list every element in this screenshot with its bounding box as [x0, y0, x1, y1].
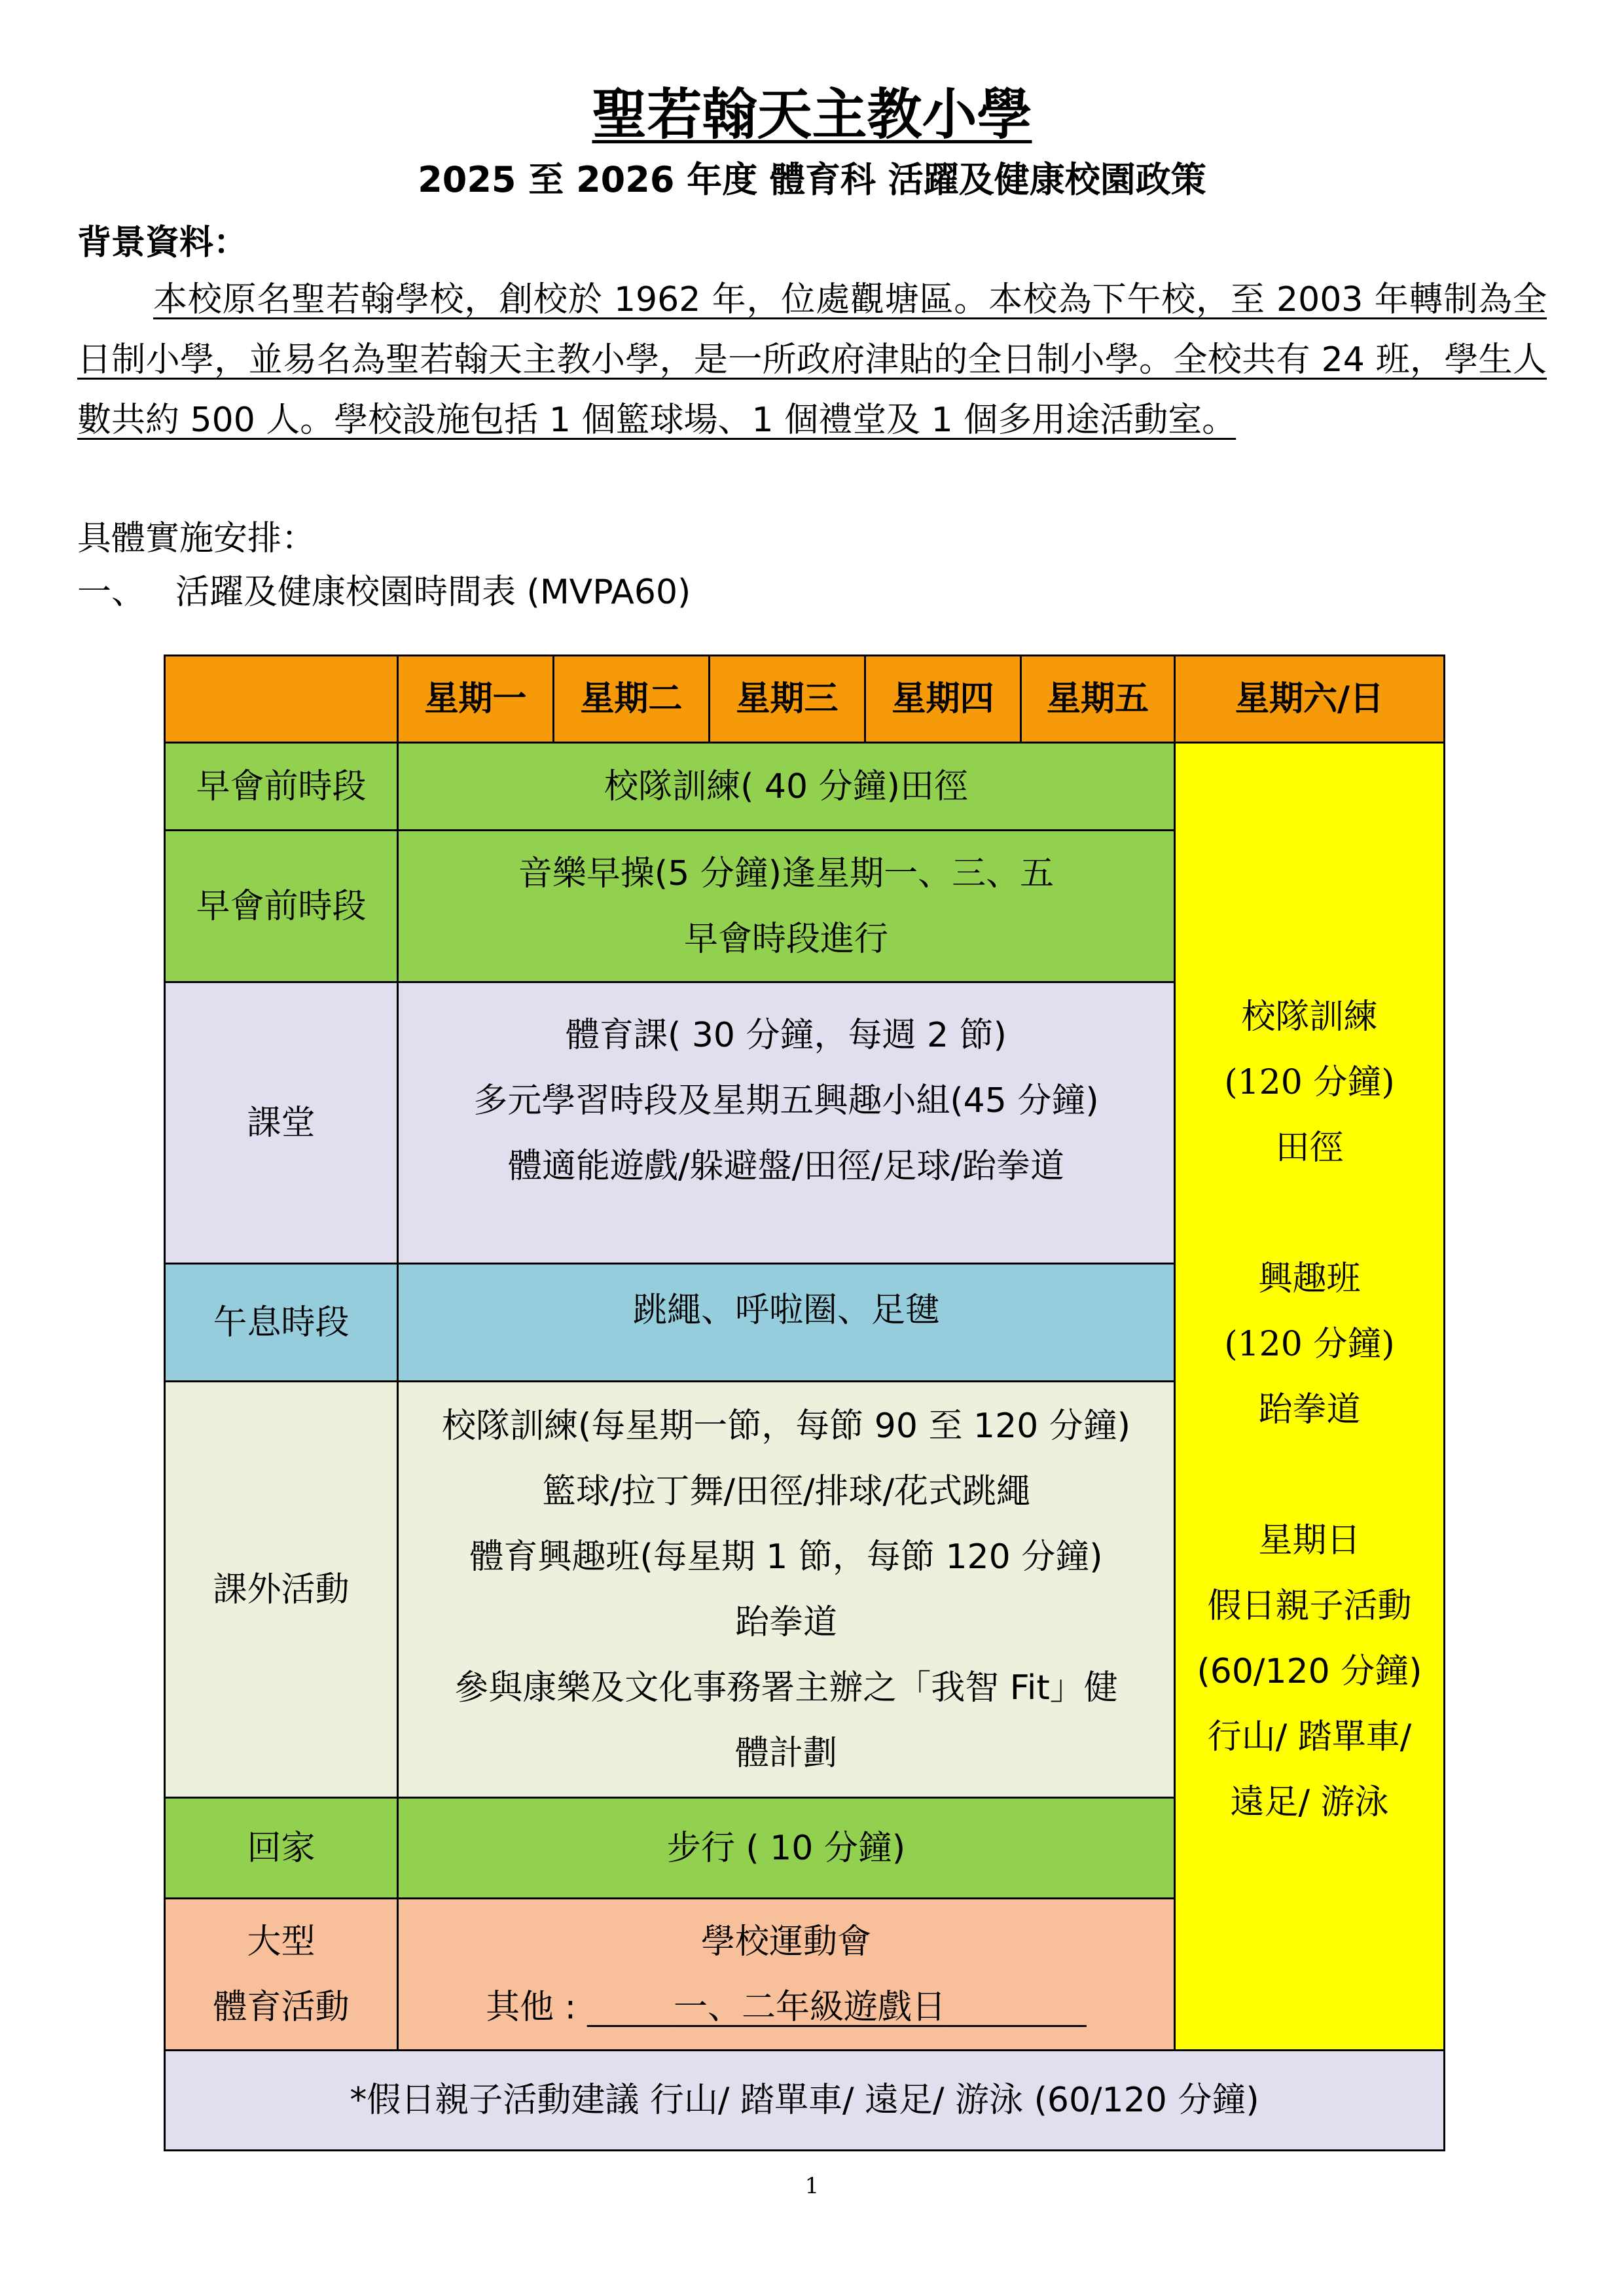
row-label: 課外活動: [165, 1382, 398, 1798]
header-blank-cell: [165, 656, 398, 743]
weekend-line: (60/120 分鐘): [1197, 1651, 1422, 1691]
row-content: 跳繩、呼啦圈、足毽: [398, 1264, 1175, 1382]
weekend-line: 跆拳道: [1258, 1390, 1361, 1429]
weekend-line: 行山/ 踏單車/: [1207, 1717, 1412, 1757]
weekend-line: 興趣班: [1258, 1259, 1361, 1299]
footer-note: *假日親子活動建議 行山/ 踏單車/ 遠足/ 游泳 (60/120 分鐘): [165, 2051, 1445, 2151]
mvpa60-timetable: [164, 655, 1445, 2151]
weekend-line: 校隊訓練: [1241, 997, 1378, 1037]
weekend-line: 星期日: [1258, 1520, 1361, 1560]
item-number: 一、: [77, 573, 146, 612]
row-content: [398, 1899, 1175, 2051]
label-line: 體育活動: [213, 1987, 350, 2027]
row-content: 步行 ( 10 分鐘): [398, 1798, 1175, 1899]
weekend-line: 遠足/ 游泳: [1230, 1782, 1389, 1822]
content-line: 跆拳道: [734, 1602, 837, 1642]
content-line: 體育課( 30 分鐘，每週 2 節): [566, 1016, 1007, 1055]
arrangement-heading: 具體實施安排：: [77, 519, 316, 558]
weekend-line: 假日親子活動: [1207, 1586, 1412, 1626]
content-line: 多元學習時段及星期五興趣小組(45 分鐘): [473, 1081, 1099, 1121]
header-monday: 星期一: [398, 656, 554, 743]
table-footer-row: [165, 2051, 1445, 2151]
arrangement-item: [77, 564, 691, 613]
row-content: 校隊訓練( 40 分鐘)田徑: [398, 743, 1175, 831]
content-line: 學校運動會: [700, 1922, 871, 1962]
header-thursday: 星期四: [865, 656, 1021, 743]
content-line: 體計劃: [734, 1733, 837, 1773]
content-line: 體適能遊戲/躲避盤/田徑/足球/跆拳道: [507, 1147, 1065, 1186]
content-line: 參與康樂及文化事務署主辦之「我智 Fit」健: [454, 1668, 1118, 1708]
background-heading: 背景資料：: [77, 223, 248, 262]
row-label: 回家: [165, 1798, 398, 1899]
row-label: 午息時段: [165, 1264, 398, 1382]
content-line: 早會時段進行: [683, 919, 888, 959]
table-row: [165, 743, 1445, 831]
page-number: 1: [804, 2173, 820, 2199]
weekend-line: 田徑: [1275, 1128, 1344, 1168]
other-label: 其他 :: [486, 1987, 577, 2027]
row-label: 課堂: [165, 982, 398, 1264]
document-subtitle: 2025 至 2026 年度 體育科 活躍及健康校園政策: [418, 159, 1206, 200]
content-line: [399, 1975, 1174, 2040]
content-line: 校隊訓練(每星期一節，每節 90 至 120 分鐘): [441, 1406, 1131, 1446]
header-friday: 星期五: [1021, 656, 1175, 743]
row-content: [398, 982, 1175, 1264]
weekend-line: (120 分鐘): [1224, 1324, 1395, 1364]
content-line: 籃球/拉丁舞/田徑/排球/花式跳繩: [541, 1471, 1031, 1511]
school-name: 聖若翰天主教小學: [592, 82, 1032, 147]
header-tuesday: 星期二: [554, 656, 710, 743]
content-line: 音樂早操(5 分鐘)逢星期一、三、五: [518, 853, 1055, 893]
header-wednesday: 星期三: [710, 656, 865, 743]
row-content: [398, 1382, 1175, 1798]
item-title: 活躍及健康校園時間表 (MVPA60): [175, 573, 691, 612]
row-label: 早會前時段: [165, 831, 398, 982]
header-weekend: 星期六/日: [1175, 656, 1445, 743]
background-paragraph: 本校原名聖若翰學校，創校於 1962 年，位處觀塘區。本校為下午校，至 2003 年轉制為全日制小學，並易名為聖若翰天主教小學，是一所政府津貼的全日制小學。全校共有 24 班，學生人數共約 500 人。學校設施包括 1 個籃球場、1 個禮堂及 1 個多用途活動室。: [77, 280, 1547, 440]
weekend-cell: [1175, 743, 1445, 2051]
row-content: [398, 831, 1175, 982]
weekend-line: (120 分鐘): [1224, 1062, 1395, 1102]
table-header-row: [165, 656, 1445, 743]
content-line: 體育興趣班(每星期 1 節，每節 120 分鐘): [469, 1537, 1103, 1577]
row-label: 早會前時段: [165, 743, 398, 831]
other-value: 一、二年級遊戲日: [673, 1987, 946, 2027]
row-label: [165, 1899, 398, 2051]
label-line: 大型: [247, 1922, 316, 1962]
